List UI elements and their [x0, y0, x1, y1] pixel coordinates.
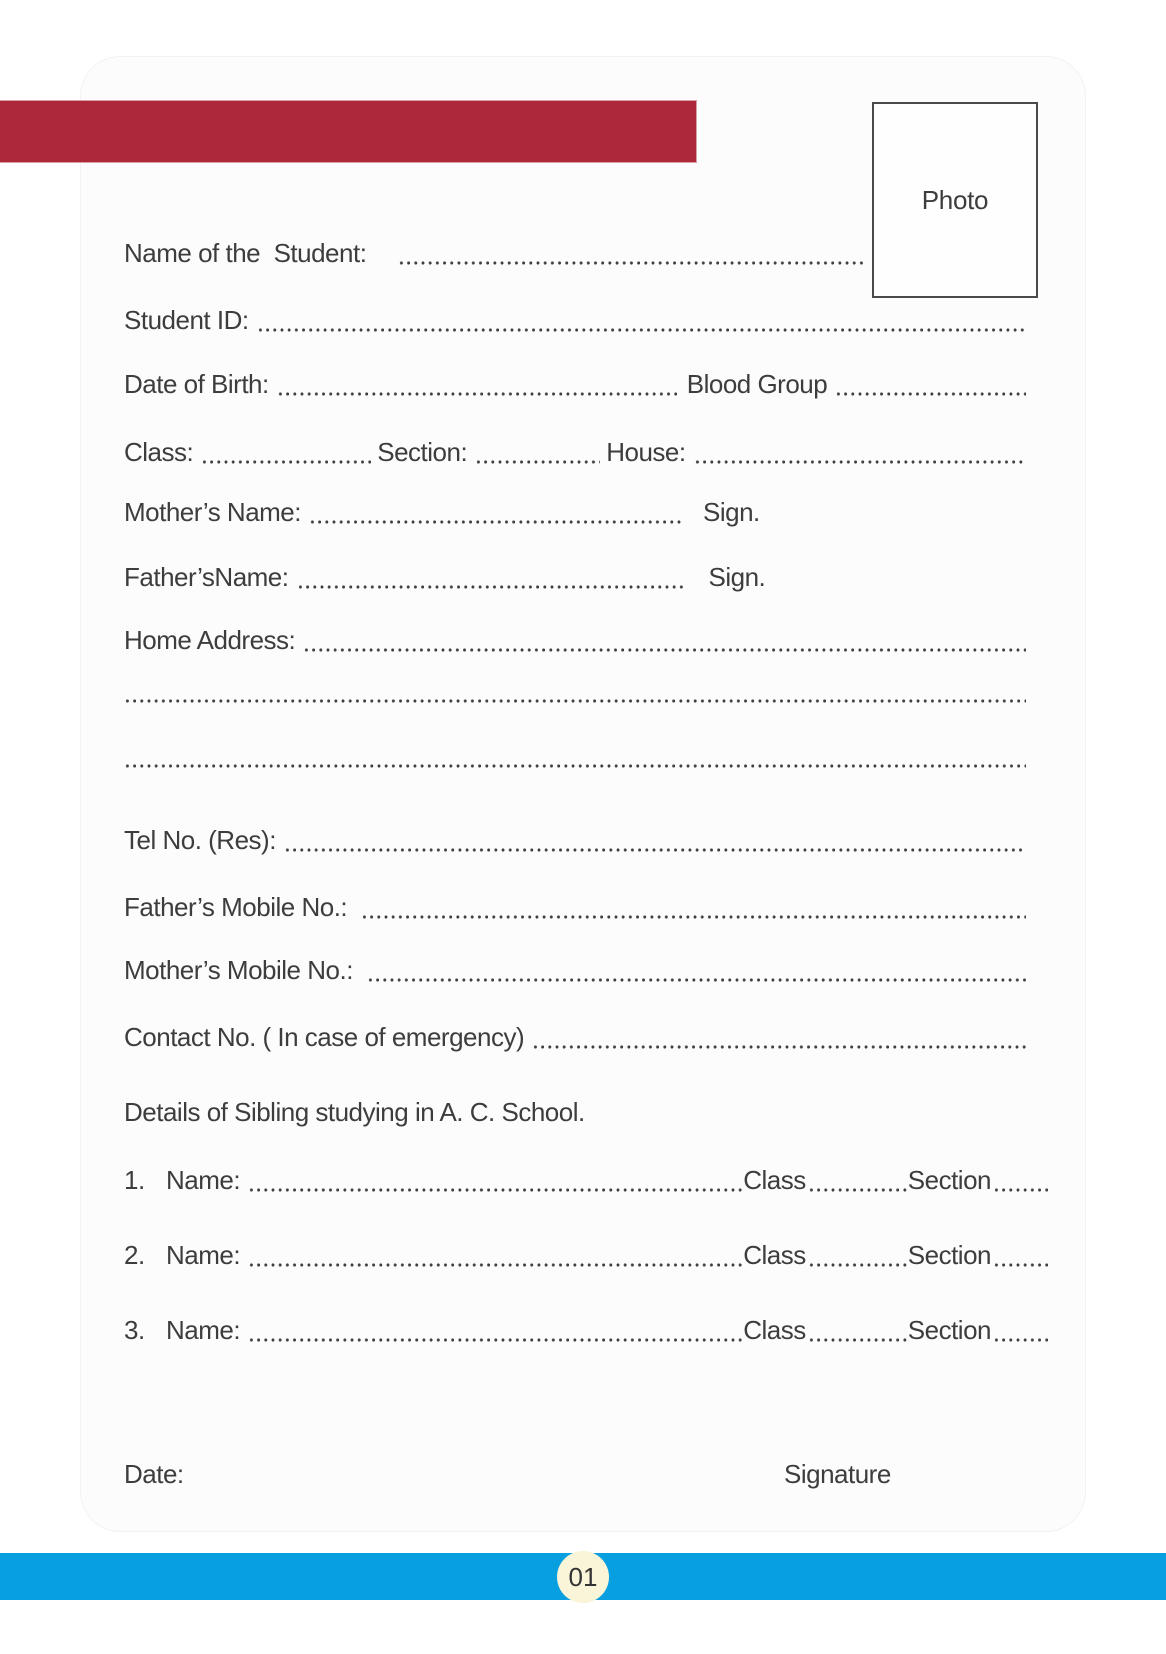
dotted-line	[808, 1263, 908, 1267]
dotted-line	[367, 978, 1026, 982]
list-number: 2.	[124, 1240, 145, 1270]
dotted-line	[309, 520, 681, 524]
field-label: Mother’s Mobile No.:	[124, 955, 353, 985]
dotted-line	[284, 848, 1026, 852]
field-label: Name:	[166, 1165, 241, 1195]
dotted-line	[808, 1188, 908, 1192]
field-label: Section	[907, 1165, 991, 1195]
field-student-id	[124, 304, 1026, 336]
field-father-name	[124, 561, 1026, 593]
dotted-line	[297, 585, 687, 589]
signature-label: Signature	[784, 1459, 891, 1489]
field-label: Mother’s Name:	[124, 497, 301, 527]
sign-label: Sign.	[703, 497, 760, 527]
dotted-line	[124, 699, 1026, 703]
sibling-row-2	[124, 1239, 1048, 1271]
dotted-line	[201, 460, 371, 464]
dotted-line	[993, 1263, 1048, 1267]
dotted-line	[475, 460, 600, 464]
field-label: Contact No. ( In case of emergency)	[124, 1022, 525, 1052]
field-label: Class	[743, 1165, 806, 1195]
photo-label: Photo	[921, 184, 989, 215]
field-tel-res	[124, 824, 1026, 856]
field-label: Section	[907, 1240, 991, 1270]
field-label: Name of the Student:	[124, 238, 367, 268]
field-label: Blood Group	[686, 369, 828, 399]
field-label: Father’s Mobile No.:	[124, 892, 348, 922]
list-number: 3.	[124, 1315, 145, 1345]
field-label: Class	[743, 1315, 806, 1345]
field-emergency-contact	[124, 1021, 1026, 1053]
dotted-line	[835, 392, 1026, 396]
field-home-address-line2	[124, 699, 1026, 707]
list-number: 1.	[124, 1165, 145, 1195]
form-fields	[124, 0, 1026, 1532]
dotted-line	[532, 1045, 1026, 1049]
field-label: Section	[907, 1315, 991, 1345]
field-home-address	[124, 624, 1026, 656]
sibling-heading	[124, 1096, 1026, 1128]
dotted-line	[277, 392, 677, 396]
field-label: Home Address:	[124, 625, 296, 655]
page-number-badge	[557, 1551, 609, 1603]
field-label: House:	[606, 437, 686, 467]
sign-label: Sign.	[708, 562, 766, 592]
field-label: Tel No. (Res):	[124, 825, 276, 855]
dotted-line	[993, 1188, 1048, 1192]
field-father-mobile	[124, 891, 1026, 923]
dotted-line	[248, 1188, 743, 1192]
dotted-line	[248, 1338, 743, 1342]
dotted-line	[398, 261, 864, 265]
dotted-line	[248, 1263, 743, 1267]
field-label: Class:	[124, 437, 194, 467]
dotted-line	[993, 1338, 1048, 1342]
dotted-line	[124, 764, 1026, 768]
sibling-row-1	[124, 1164, 1048, 1196]
dotted-line	[694, 460, 1026, 464]
dotted-line	[361, 915, 1026, 919]
field-mother-name	[124, 496, 1026, 528]
date-signature-row	[124, 1458, 1026, 1490]
field-date-of-birth	[124, 368, 1026, 400]
field-mother-mobile	[124, 954, 1026, 986]
page-number: 01	[568, 1561, 598, 1592]
dotted-line	[257, 328, 1026, 332]
field-label: Class	[743, 1240, 806, 1270]
field-class-section-house	[124, 436, 1026, 468]
field-label: Name:	[166, 1315, 241, 1345]
dotted-line	[303, 648, 1026, 652]
field-label: Father’sName:	[124, 562, 289, 592]
heading-label: Details of Sibling studying in A. C. School.	[124, 1097, 585, 1127]
field-label: Section:	[377, 437, 468, 467]
field-student-name	[124, 237, 864, 269]
dotted-line	[808, 1338, 908, 1342]
field-label: Date of Birth:	[124, 369, 269, 399]
date-label: Date:	[124, 1459, 184, 1489]
sibling-row-3	[124, 1314, 1048, 1346]
field-label: Student ID:	[124, 305, 249, 335]
field-home-address-line3	[124, 764, 1026, 772]
field-label: Name:	[166, 1240, 241, 1270]
